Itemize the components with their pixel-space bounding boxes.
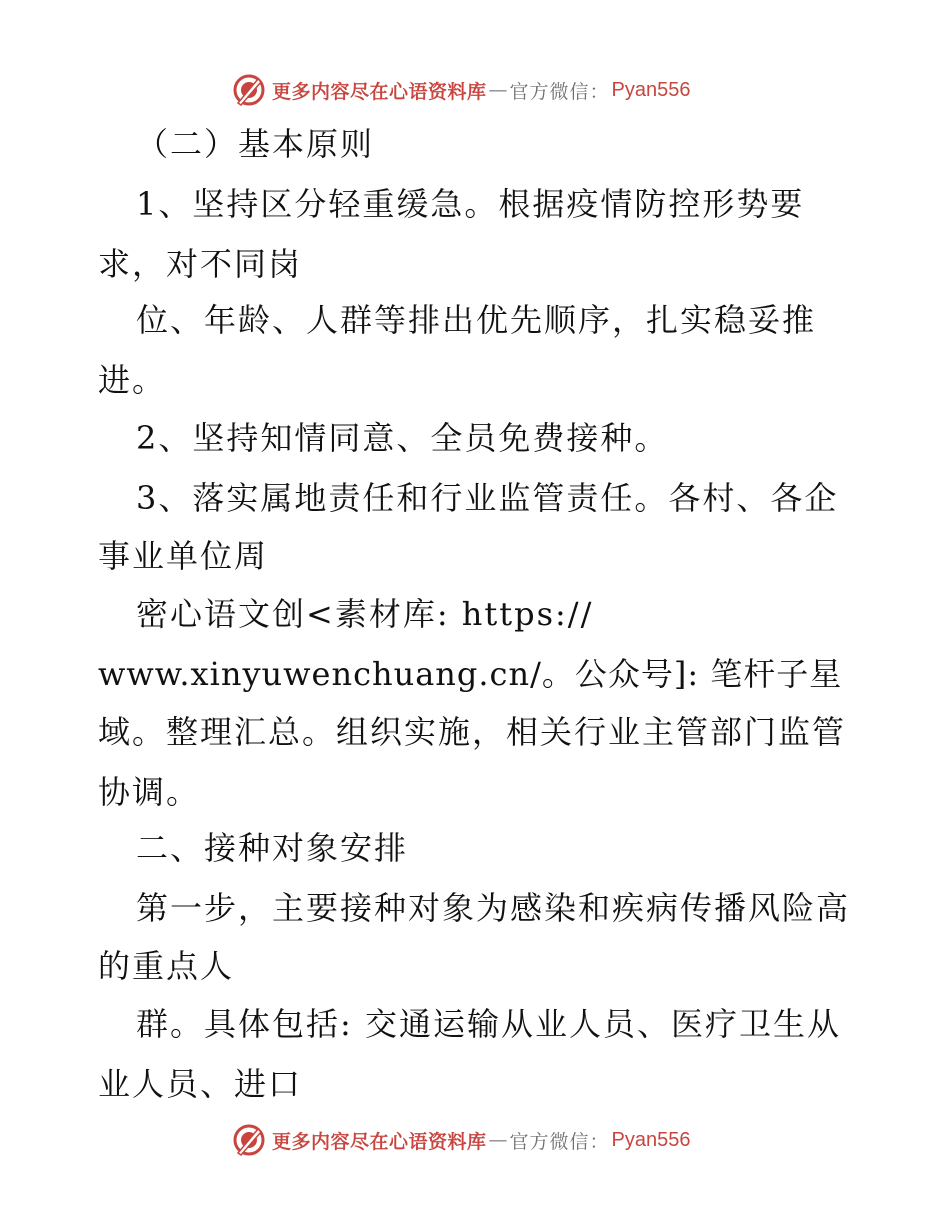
pen-logo-icon xyxy=(232,73,266,107)
header-banner xyxy=(232,72,691,108)
banner-wechat-label: 官方微信： xyxy=(509,1130,610,1153)
text-line: 进。 xyxy=(98,361,167,399)
text-line: 1、坚持区分轻重缓急。根据疫情防控形势要 xyxy=(136,185,805,223)
text-line: 群。具体包括: 交通运输从业人员、医疗卫生从 xyxy=(136,1005,841,1043)
banner-separator: — xyxy=(488,79,508,101)
banner-separator: — xyxy=(488,1129,508,1151)
text-line: 求，对不同岗 xyxy=(98,245,303,283)
banner-brand: 更多内容尽在心语资料库 xyxy=(272,80,487,103)
text-line: 事业单位周 xyxy=(98,537,269,575)
text-line: 3、落实属地责任和行业监管责任。各村、各企 xyxy=(136,479,839,517)
footer-banner xyxy=(232,1122,691,1158)
text-line: 业人员、进口 xyxy=(98,1065,303,1103)
banner-wechat-label: 官方微信： xyxy=(509,80,610,103)
banner-wechat-id: Pyan556 xyxy=(611,78,691,101)
text-line: 密心语文创<素材库: https:// xyxy=(136,595,594,633)
section-heading: （二）基本原则 xyxy=(136,125,375,163)
text-line: 第一步，主要接种对象为感染和疾病传播风险高 xyxy=(136,889,851,927)
text-line: www.xinyuwenchuang.cn/。公众号]: 笔杆子星 xyxy=(98,655,843,693)
text-line: 的重点人 xyxy=(98,947,235,985)
text-line: 域。整理汇总。组织实施，相关行业主管部门监管 xyxy=(98,713,847,751)
banner-brand: 更多内容尽在心语资料库 xyxy=(272,1130,487,1153)
banner-wechat-id: Pyan556 xyxy=(611,1128,691,1151)
pen-logo-icon xyxy=(232,1123,266,1157)
section-heading: 二、接种对象安排 xyxy=(136,829,409,867)
text-line: 协调。 xyxy=(98,773,201,811)
text-line: 位、年龄、人群等排出优先顺序，扎实稳妥推 xyxy=(136,301,817,339)
text-line: 2、坚持知情同意、全员免费接种。 xyxy=(136,419,669,457)
